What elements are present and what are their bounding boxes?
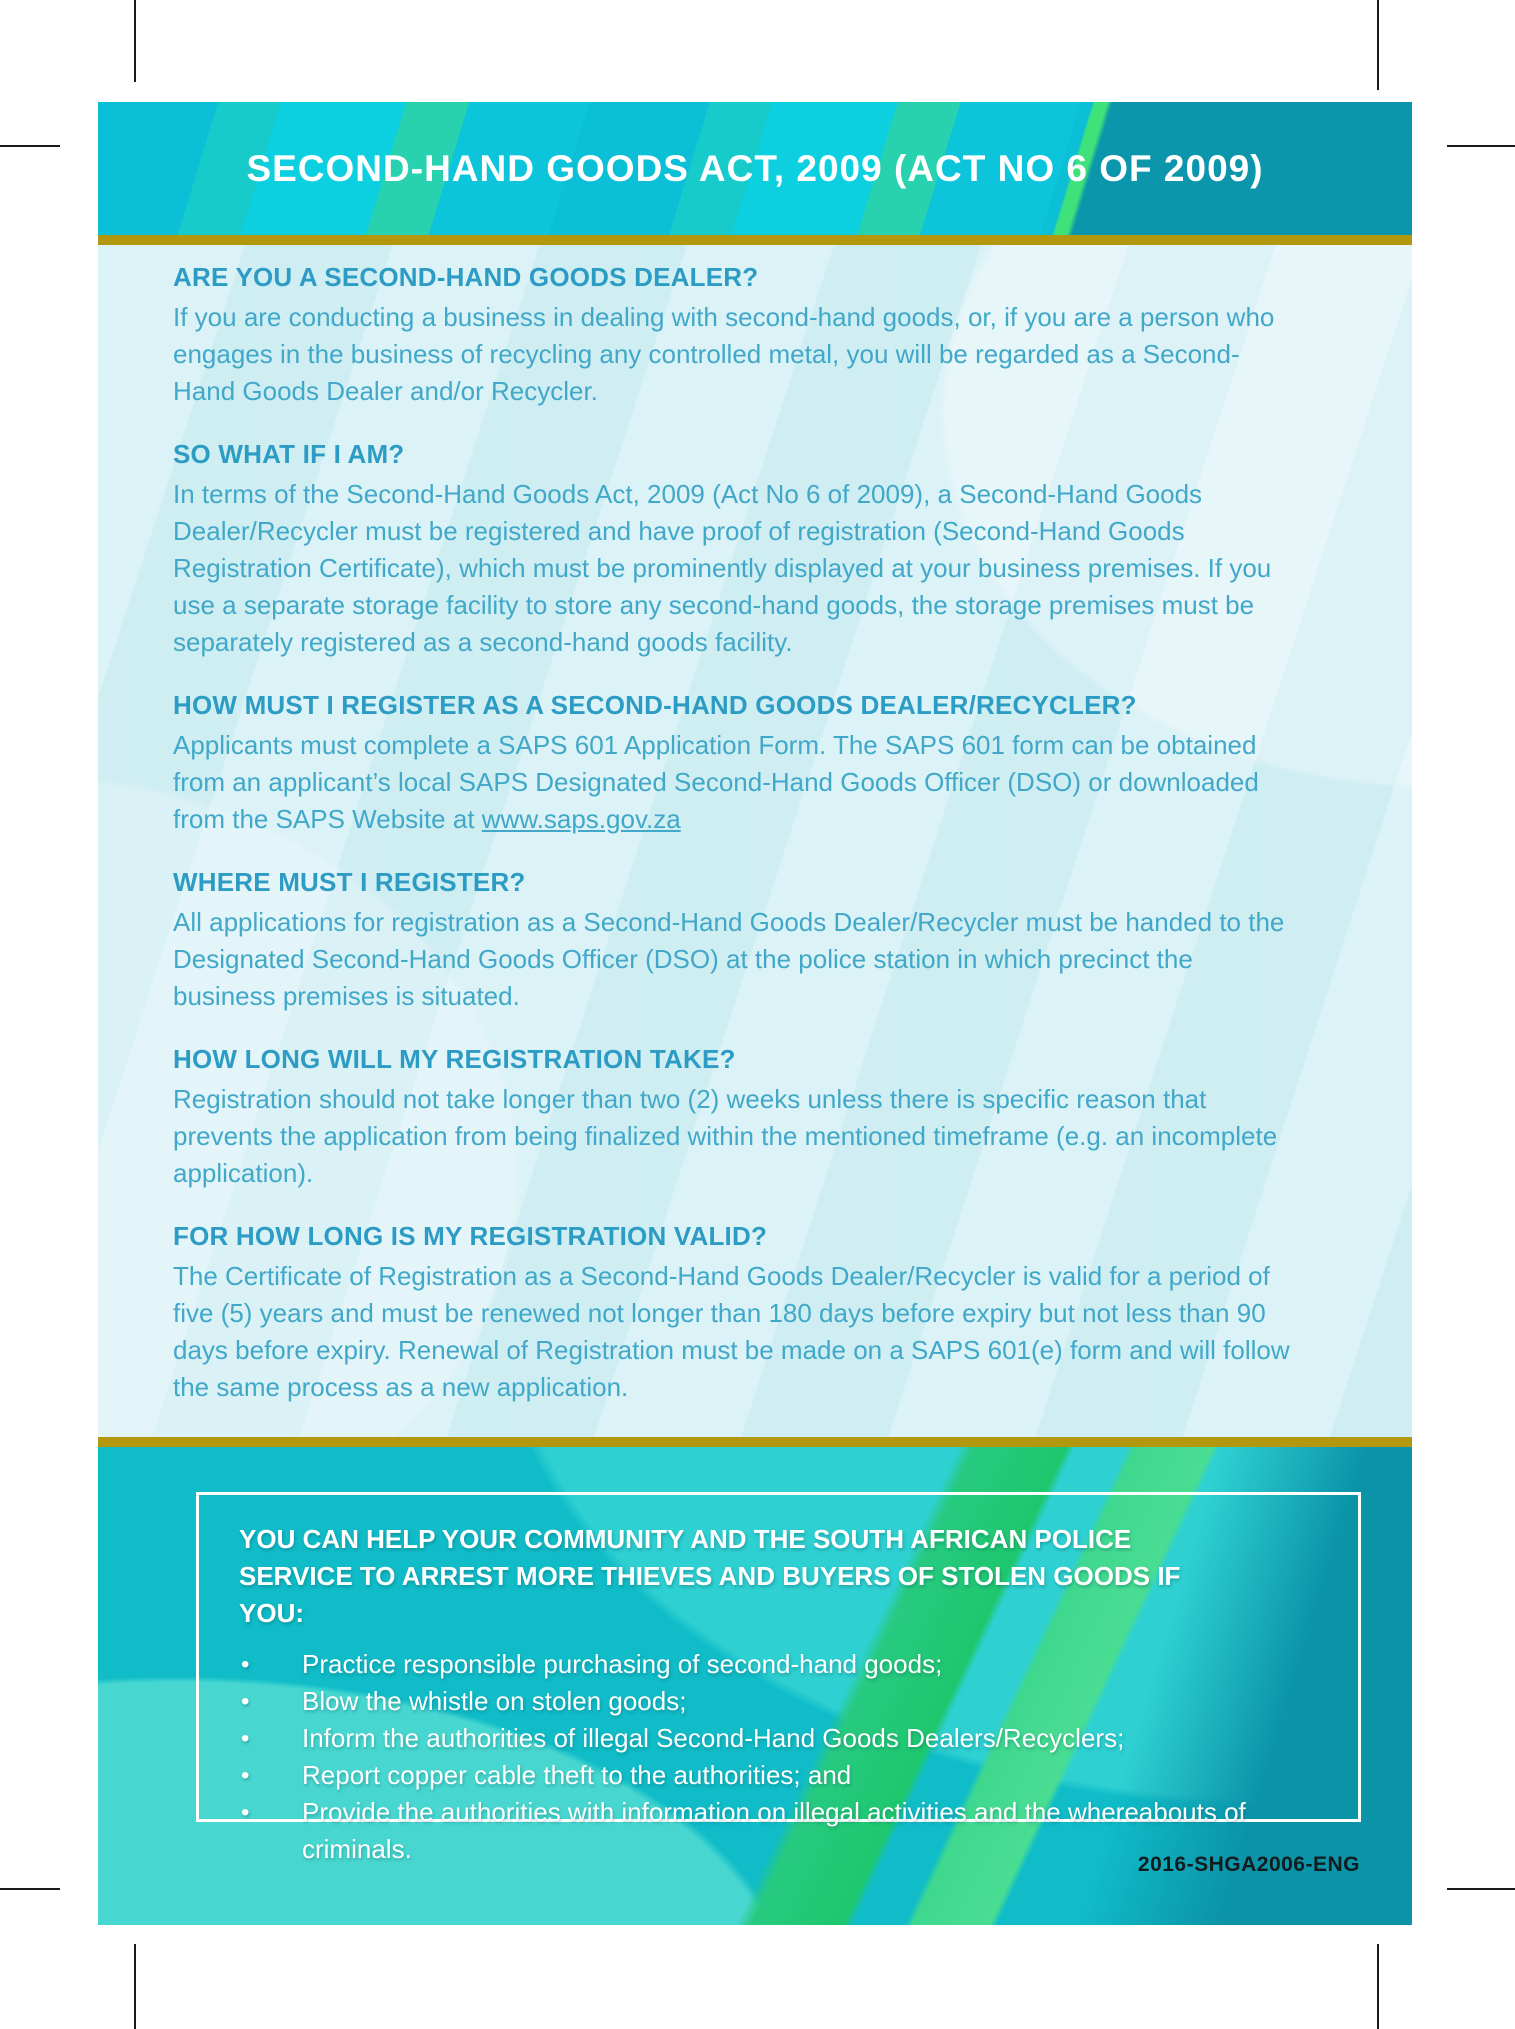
- section-heading: HOW MUST I REGISTER AS A SECOND-HAND GOODS DEALER/RECYCLER?: [173, 690, 1137, 720]
- section-where-register: [173, 866, 1342, 1015]
- section-so-what: [173, 438, 1342, 661]
- bottom-band: [98, 1447, 1412, 1925]
- title-banner: [98, 102, 1412, 235]
- section-body: Registration should not take longer than two (2) weeks unless there is specific reason that prevents the application from being finalized within the mentioned timeframe (e.g. an incomplete application).: [173, 1084, 1278, 1188]
- section-heading: ARE YOU A SECOND-HAND GOODS DEALER?: [173, 262, 759, 292]
- pamphlet-page: [98, 102, 1412, 1925]
- gold-rule-bottom: [98, 1437, 1412, 1447]
- list-item: • Provide the authorities with information on illegal activities and the whereabouts of criminals.: [239, 1794, 1282, 1868]
- list-item: • Practice responsible purchasing of second-hand goods;: [239, 1646, 1282, 1683]
- list-item: • Report copper cable theft to the authorities; and: [239, 1757, 1282, 1794]
- crop-mark: [134, 0, 136, 82]
- help-box-list: [239, 1646, 1322, 1868]
- saps-website-link[interactable]: www.saps.gov.za: [481, 804, 681, 834]
- list-item: • Blow the whistle on stolen goods;: [239, 1683, 1282, 1720]
- section-how-long-take: [173, 1043, 1342, 1192]
- section-body: All applications for registration as a Second-Hand Goods Dealer/Recycler must be handed to the Designated Second-Hand Goods Officer (DSO) at the police station in which precinct the business premises is situated.: [173, 907, 1285, 1011]
- crop-mark: [1377, 1944, 1379, 2029]
- section-how-long-valid: [173, 1220, 1342, 1406]
- section-how-register: [173, 689, 1342, 838]
- page-title: SECOND-HAND GOODS ACT, 2009 (ACT NO 6 OF 2009): [246, 147, 1264, 189]
- section-body: If you are conducting a business in dealing with second-hand goods, or, if you are a person who engages in the business of recycling any controlled metal, you will be regarded as a Second-Hand Goods Dealer and/or Recycler.: [173, 302, 1275, 406]
- section-dealer: [173, 261, 1342, 410]
- body-content: [98, 245, 1412, 1437]
- section-heading: WHERE MUST I REGISTER?: [173, 867, 526, 897]
- crop-mark: [134, 1944, 136, 2029]
- crop-mark: [0, 1888, 60, 1890]
- community-help-box: [196, 1492, 1361, 1864]
- section-heading: FOR HOW LONG IS MY REGISTRATION VALID?: [173, 1221, 768, 1251]
- help-box-heading: YOU CAN HELP YOUR COMMUNITY AND THE SOUTH AFRICAN POLICE SERVICE TO ARREST MORE THIEVES AND BUYERS OF STOLEN GOODS IF YOU:: [239, 1524, 1181, 1628]
- gold-rule-top: [98, 235, 1412, 245]
- section-body: [173, 727, 1298, 838]
- section-body: In terms of the Second-Hand Goods Act, 2009 (Act No 6 of 2009), a Second-Hand Goods Dealer/Recycler must be registered and have proof of registration (Second-Hand Goods Registration Certificate), which must be prominently displayed at your business premises. If you use a separate storage facility to store any second-hand goods, the storage premises must be separately registered as a second-hand goods facility.: [173, 479, 1272, 657]
- section-heading: SO WHAT IF I AM?: [173, 439, 405, 469]
- list-item: • Inform the authorities of illegal Second-Hand Goods Dealers/Recyclers;: [239, 1720, 1282, 1757]
- section-body-text: Applicants must complete a SAPS 601 Application Form. The SAPS 601 form can be obtained from an applicant’s local SAPS Designated Second-Hand Goods Officer (DSO) or downloaded from the SAPS Website at: [173, 730, 1259, 834]
- crop-mark: [1447, 145, 1515, 147]
- crop-mark: [0, 145, 60, 147]
- crop-mark: [1447, 1888, 1515, 1890]
- print-reference-code: 2016-SHGA2006-ENG: [1137, 1853, 1360, 1876]
- section-heading: HOW LONG WILL MY REGISTRATION TAKE?: [173, 1044, 736, 1074]
- crop-mark: [1377, 0, 1379, 90]
- section-body: The Certificate of Registration as a Second-Hand Goods Dealer/Recycler is valid for a period of five (5) years and must be renewed not longer than 180 days before expiry but not less than 90 days before expiry. Renewal of Registration must be made on a SAPS 601(e) form and will follow the same process as a new application.: [173, 1261, 1290, 1402]
